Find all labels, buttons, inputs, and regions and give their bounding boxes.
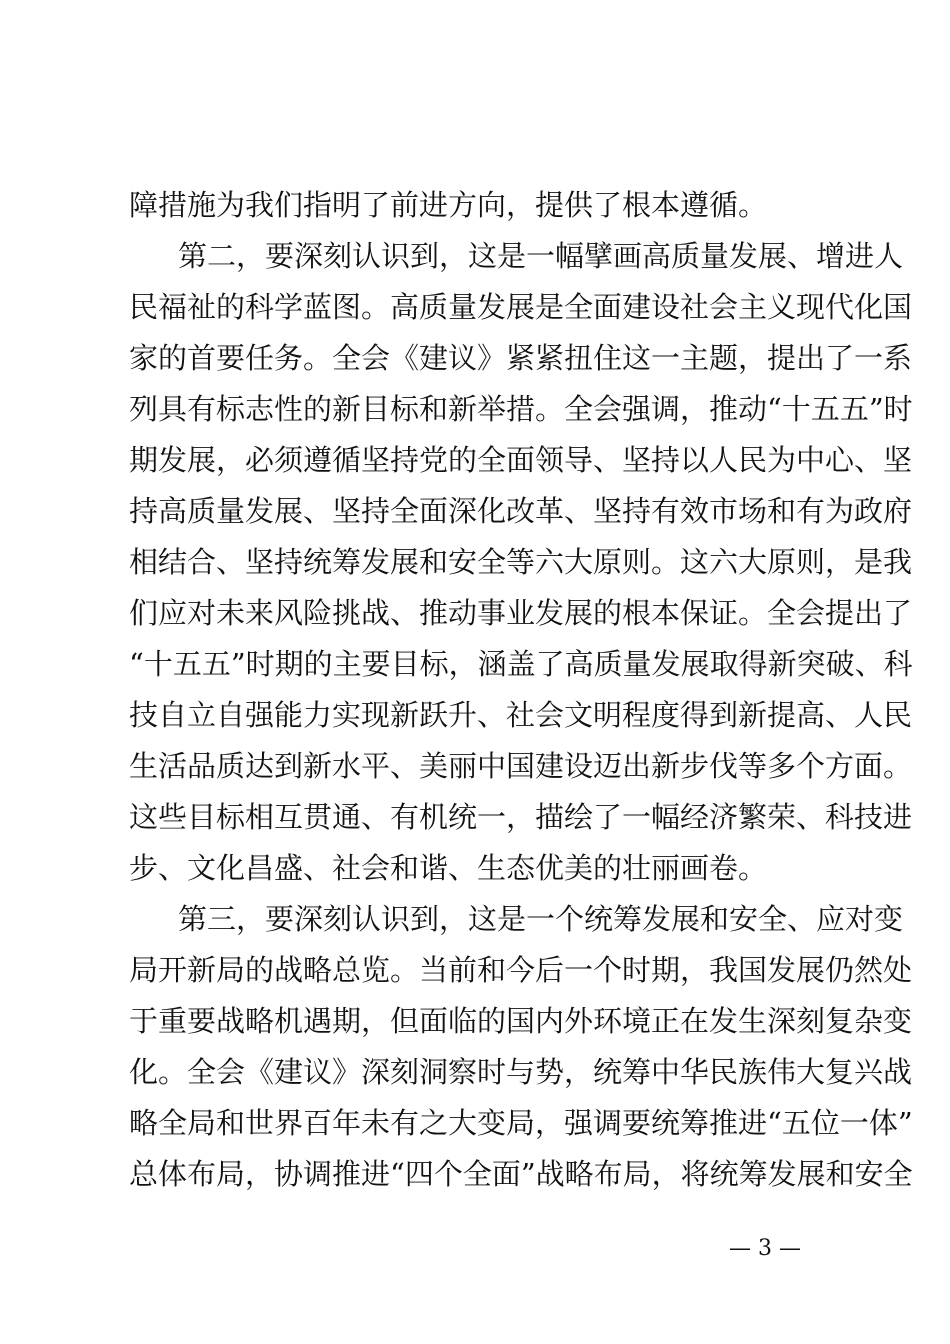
text-line: 列具有标志性的新目标和新举措。全会强调，推动“十五五”时 [129, 392, 913, 426]
text-line: 相结合、坚持统筹发展和安全等六大原则。这六大原则，是我 [129, 545, 913, 579]
text-line: 第二，要深刻认识到，这是一幅擘画高质量发展、增进人 [178, 239, 904, 273]
text-line: 们应对未来风险挑战、推动事业发展的根本保证。全会提出了 [129, 596, 913, 630]
text-line: 家的首要任务。全会《建议》紧紧扭住这一主题，提出了一系 [129, 341, 913, 375]
text-line: 这些目标相互贯通、有机统一，描绘了一幅经济繁荣、科技进 [129, 800, 913, 834]
text-line: 技自立自强能力实现新跃升、社会文明程度得到新提高、人民 [129, 698, 913, 732]
text-line: 生活品质达到新水平、美丽中国建设迈出新步伐等多个方面。 [129, 749, 913, 783]
text-line: 期发展，必须遵循坚持党的全面领导、坚持以人民为中心、坚 [129, 443, 913, 477]
text-line: “十五五”时期的主要目标，涵盖了高质量发展取得新突破、科 [129, 647, 913, 681]
text-line: 化。全会《建议》深刻洞察时与势，统筹中华民族伟大复兴战 [129, 1055, 913, 1089]
page-number: — 3 — [729, 1236, 801, 1261]
text-line: 局开新局的战略总览。当前和今后一个时期，我国发展仍然处 [129, 953, 913, 987]
text-line: 于重要战略机遇期，但面临的国内外环境正在发生深刻复杂变 [129, 1004, 913, 1038]
text-line: 总体布局，协调推进“四个全面”战略布局，将统筹发展和安全 [129, 1157, 913, 1191]
text-line: 障措施为我们指明了前进方向，提供了根本遵循。 [129, 188, 768, 222]
text-line: 略全局和世界百年未有之大变局，强调要统筹推进“五位一体” [129, 1106, 913, 1140]
text-line: 步、文化昌盛、社会和谐、生态优美的壮丽画卷。 [129, 851, 768, 885]
text-line: 持高质量发展、坚持全面深化改革、坚持有效市场和有为政府 [129, 494, 913, 528]
text-line: 第三，要深刻认识到，这是一个统筹发展和安全、应对变 [178, 902, 904, 936]
text-line: 民福祉的科学蓝图。高质量发展是全面建设社会主义现代化国 [129, 290, 913, 324]
